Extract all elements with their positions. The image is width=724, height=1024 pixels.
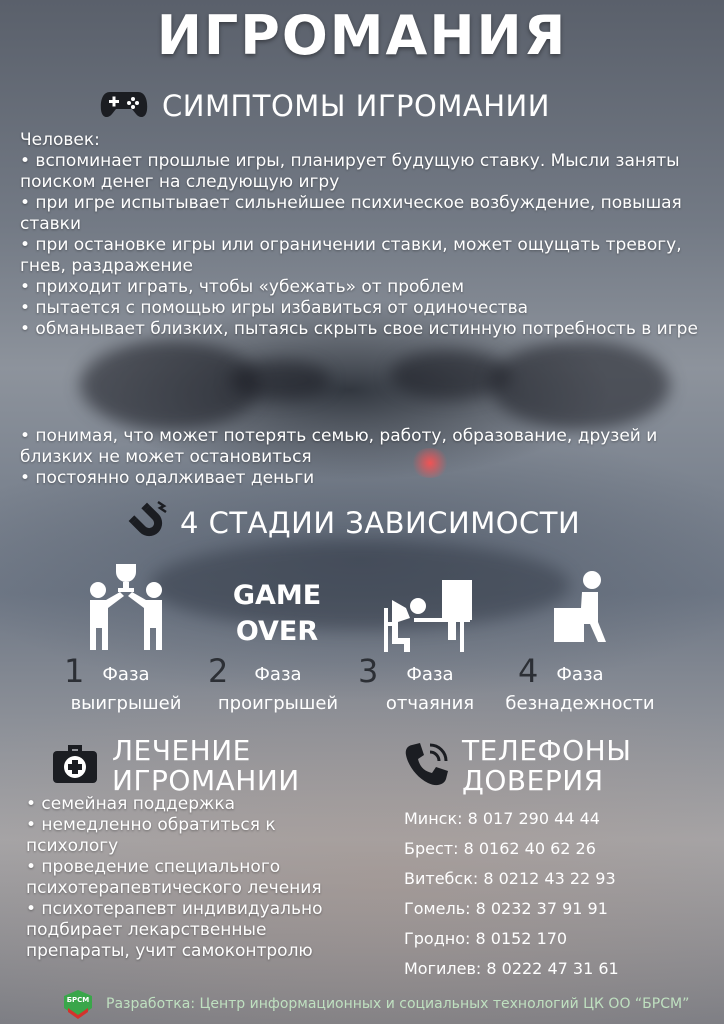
symptoms-list-bottom [20, 426, 710, 489]
list-item: • семейная поддержка [26, 794, 236, 814]
stage-label: Фаза безнадежности [505, 664, 655, 714]
hotlines-heading: ТЕЛЕФОНЫ ДОВЕРИЯ [462, 734, 632, 797]
footer-credit: Разработка: Центр информационных и социальных технологий ЦК ОО “БРСМ” [106, 996, 690, 1012]
list-item: Минск: 8 017 290 44 44 [404, 809, 600, 828]
list-item: • понимая, что может потерять семью, работу, образование, друзей и близких не может остановиться [20, 426, 658, 467]
desperate-person-icon [384, 578, 476, 658]
list-item: • вспоминает прошлые игры, планирует будущую ставку. Мысли заняты поиском денег на следующую игру [20, 151, 680, 192]
stage-number: 3 [358, 652, 379, 690]
sad-person-icon [552, 570, 610, 648]
hotlines-header [404, 736, 631, 796]
treatment-list [26, 794, 326, 962]
stage-number: 4 [518, 652, 539, 690]
symptoms-header [100, 88, 550, 124]
list-item: • постоянно одалживает деньги [20, 468, 315, 488]
stage-number: 2 [208, 652, 229, 690]
list-item: • обманывает близких, пытаясь скрыть свое истинную потребность в игре [20, 319, 698, 339]
stage-label: Фаза отчаяния [385, 664, 475, 714]
symptoms-list-top [20, 130, 710, 340]
magnet-icon [124, 498, 170, 548]
brsm-logo: БРСМ [62, 988, 94, 1020]
list-item: Гродно: 8 0152 170 [404, 929, 568, 948]
game-over-text: GAME OVER [232, 580, 322, 647]
list-item: • немедленно обратиться к психологу [26, 815, 276, 856]
stage-label: Фаза проигрышей [217, 664, 339, 714]
list-item: Могилев: 8 0222 47 31 61 [404, 959, 619, 978]
stage-label: Фаза выигрышей [70, 664, 182, 714]
stages-row [64, 652, 684, 720]
gamepad-icon [100, 88, 148, 124]
list-item: Брест: 8 0162 40 62 26 [404, 839, 596, 858]
treatment-header [52, 736, 300, 796]
list-item: • психотерапевт индивидуально подбирает лекарственные препараты, учит самоконтролю [26, 899, 323, 961]
first-aid-kit-icon [52, 743, 98, 789]
list-item: Гомель: 8 0232 37 91 91 [404, 899, 608, 918]
list-item: • проведение специального психотерапевтического лечения [26, 857, 322, 898]
list-item: • при игре испытывает сильнейшее психическое возбуждение, повышая ставки [20, 193, 682, 234]
symptoms-intro: Человек: [20, 130, 100, 150]
list-item: • пытается с помощью игры избавиться от одиночества [20, 298, 529, 318]
list-item: • приходит играть, чтобы «убежать» от проблем [20, 277, 465, 297]
stages-header [124, 498, 580, 548]
list-item: • при остановке игры или ограничении ставки, может ощущать тревогу, гнев, раздражение [20, 235, 682, 276]
stages-heading: 4 СТАДИИ ЗАВИСИМОСТИ [180, 506, 581, 540]
list-item: Витебск: 8 0212 43 22 93 [404, 869, 616, 888]
treatment-heading: ЛЕЧЕНИЕ ИГРОМАНИИ [112, 734, 300, 797]
symptoms-heading: СИМПТОМЫ ИГРОМАНИИ [162, 89, 550, 123]
footer [62, 988, 689, 1020]
page-title: ИГРОМАНИЯ [156, 4, 568, 67]
hotlines-list [404, 804, 714, 984]
phone-icon [404, 741, 448, 791]
trophy-people-icon [84, 562, 168, 658]
stage-number: 1 [64, 652, 85, 690]
